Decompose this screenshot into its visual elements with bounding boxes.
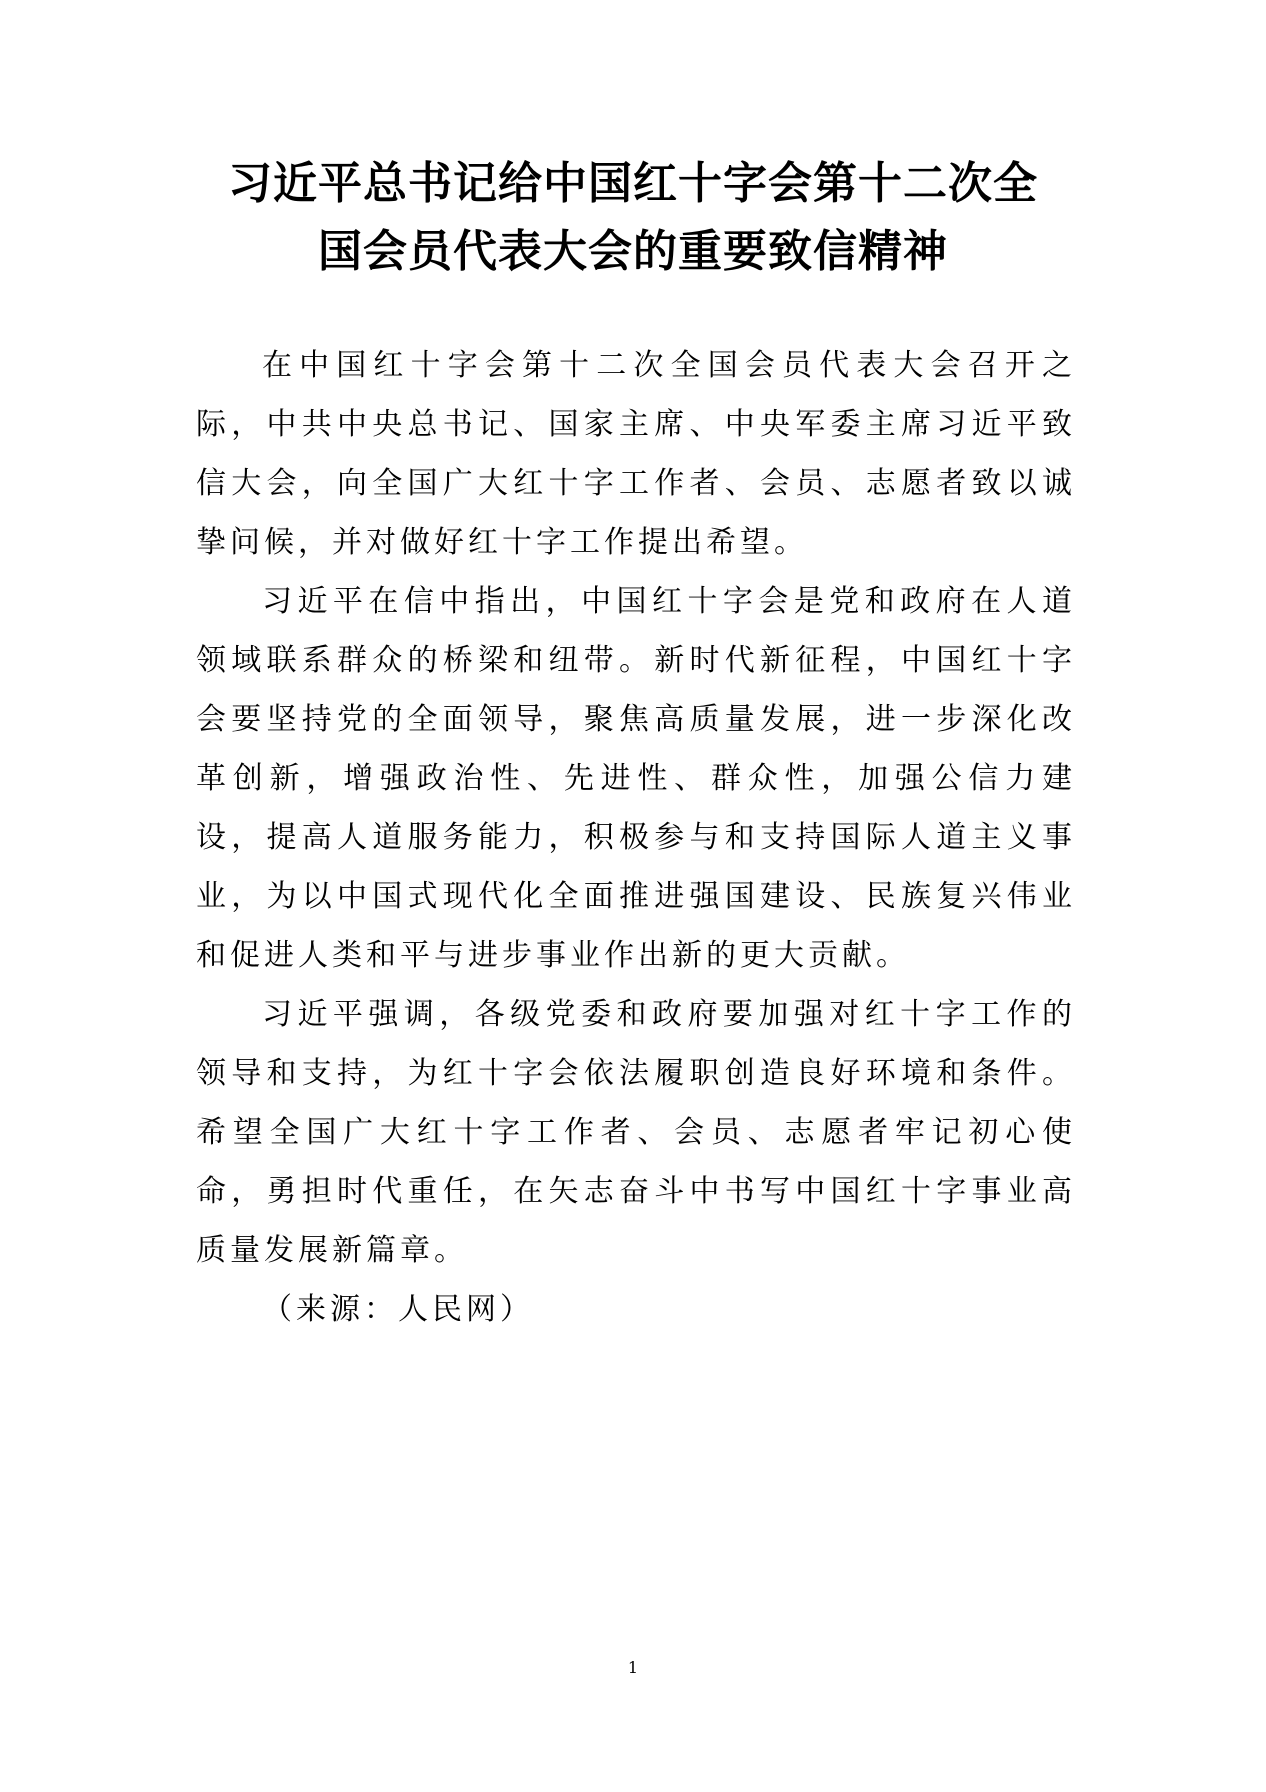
document-body: [196, 336, 1076, 1339]
source-note: （来源：人民网）: [262, 1292, 534, 1327]
paragraph-2: 习近平在信中指出，中国红十字会是党和政府在人道领域联系群众的桥梁和纽带。新时代新征程，中国红十字会要坚持党的全面领导，聚焦高质量发展，进一步深化改革创新，增强政治性、先进性、群众性，加强公信力建设，提高人道服务能力，积极参与和支持国际人道主义事业，为以中国式现代化全面推进强国建设、民族复兴伟业和促进人类和平与进步事业作出新的更大贡献。: [196, 584, 1076, 973]
title-line-2: 国会员代表大会的重要致信精神: [318, 226, 948, 277]
document-title: [180, 150, 1086, 286]
paragraph-3: 习近平强调，各级党委和政府要加强对红十字工作的领导和支持，为红十字会依法履职创造良好环境和条件。希望全国广大红十字工作者、会员、志愿者牢记初心使命，勇担时代重任，在矢志奋斗中书写中国红十字事业高质量发展新篇章。: [196, 997, 1076, 1268]
title-line-1: 习近平总书记给中国红十字会第十二次全: [228, 158, 1038, 209]
paragraph-1: 在中国红十字会第十二次全国会员代表大会召开之际，中共中央总书记、国家主席、中央军委主席习近平致信大会，向全国广大红十字工作者、会员、志愿者致以诚挚问候，并对做好红十字工作提出希望。: [196, 348, 1076, 560]
page-number: 1: [627, 1658, 639, 1677]
